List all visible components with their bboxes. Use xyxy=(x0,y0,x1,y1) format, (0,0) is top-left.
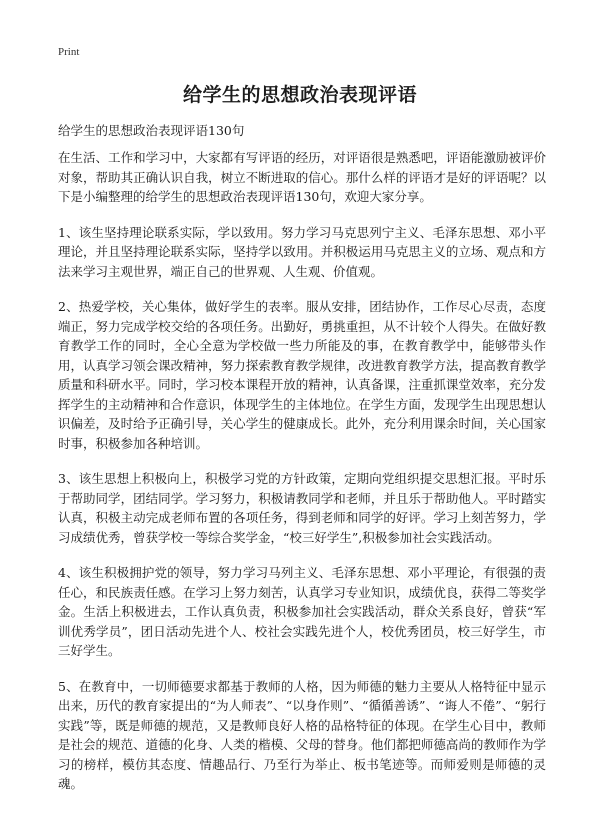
intro-paragraph: 在生活、工作和学习中，大家都有写评语的经历，对评语很是熟悉吧，评语能激励被评价对象，帮助其正确认识自我，树立不断进取的信心。那什么样的评语才是好的评语呢？以下是小编整理的给学生的思想政治表现评语130句，欢迎大家分享。 xyxy=(58,150,546,204)
print-link[interactable]: Print xyxy=(58,46,80,58)
comment-paragraph-5: 5、在教育中，一切师德要求都基于教师的人格，因为师德的魅力主要从人格特征中显示出来，历代的教育家提出的“为人师表”、“以身作则”、“循循善诱”、“诲人不倦”、“躬行实践”等，既是师德的规范，又是教师良好人格的品格特征的体现。在学生心目中，教师是社会的规范、道德的化身、人类的楷模、父母的替身。他们都把师德高尚的教师作为学习的榜样，模仿其态度、情趣品行、乃至行为举止、板书笔迹等。而师爱则是师德的灵魂。 xyxy=(58,678,546,791)
page-title: 给学生的思想政治表现评语 xyxy=(182,84,417,106)
comment-paragraph-2: 2、热爱学校，关心集体，做好学生的表率。服从安排，团结协作，工作尽心尽责，态度端正，努力完成学校交给的各项任务。出勤好，勇挑重担，从不计较个人得失。在做好教育教学工作的同时，全心全意为学校做一些力所能及的事，在教育教学中，能够带头作用，认真学习领会课改精神，努力探索教育教学规律，改进教育教学方法，提高教育教学质量和科研水平。同时，学习校本课程开放的精神，认真备课，注重抓课堂效率，充分发挥学生的主动精神和合作意识，体现学生的主体地位。在学生方面，发现学生出现思想认识偏差，及时给予正确引导，关心学生的健康成长。此外，充分利用课余时间，关心国家时事，积极参加各种培训。 xyxy=(58,299,546,451)
comment-paragraph-3: 3、该生思想上积极向上，积极学习党的方针政策，定期向党组织提交思想汇报。平时乐于帮助同学，团结同学。学习努力，积极请教同学和老师，并且乐于帮助他人。平时踏实认真，积极主动完成老师布置的各项任务，得到老师和同学的好评。学习上刻苦努力，学习成绩优秀，曾获学校一等综合奖学金，“校三好学生”,积极参加社会实践活动。 xyxy=(58,471,546,545)
comment-paragraph-4: 4、该生积极拥护党的领导，努力学习马列主义、毛泽东思想、邓小平理论，有很强的责任心，和民族责任感。在学习上努力刻苦，认真学习专业知识，成绩优良，获得二等奖学金。生活上积极进去，工作认真负责，积极参加社会实践活动，群众关系良好，曾获“军训优秀学员”，团日活动先进个人、校社会实践先进个人，校优秀团员，校三好学生，市三好学生。 xyxy=(58,565,546,658)
comment-paragraph-1: 1、该生坚持理论联系实际，学以致用。努力学习马克思列宁主义、毛泽东思想、邓小平理论，并且坚持理论联系实际，坚持学以致用。并积极运用马克思主义的立场、观点和方法来学习主观世界，端正自己的世界观、人生观、价值观。 xyxy=(58,224,546,279)
article-body xyxy=(58,148,546,810)
article-subtitle: 给学生的思想政治表现评语130句 xyxy=(58,123,245,138)
